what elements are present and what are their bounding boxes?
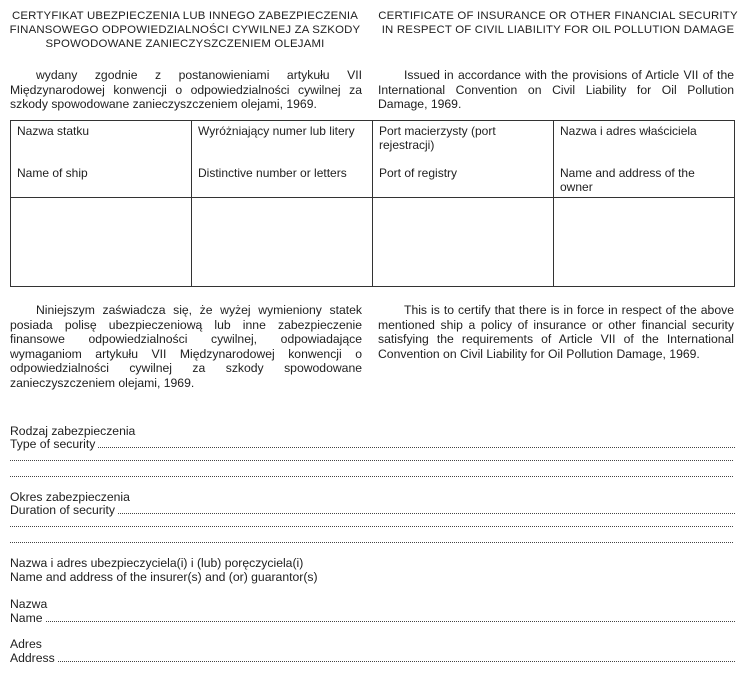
- dotted-fill-line[interactable]: [10, 466, 733, 477]
- dotted-fill-line: [118, 503, 735, 514]
- column-label-polish: Nazwa statku: [17, 124, 90, 138]
- dotted-fill-line[interactable]: [10, 516, 733, 527]
- certification-statement-polish: Niniejszym zaświadcza się, że wyżej wymieniony statek posiada polisę ubezpieczeniową lub inne zabezpieczenie finansowe odpowiedzialności cywilnej, odpowiadające wymaganiom artykułu VII Międzynarodowej konwencji o odpowiedzialności cywilnej za szkody spowodowane zanieczyszczeniem olejami, 1969.: [10, 303, 362, 390]
- column-header-distinctive-number: [192, 121, 373, 198]
- column-label-polish: Nazwa i adres właściciela: [560, 124, 697, 138]
- column-label-english: Distinctive number or letters: [198, 166, 347, 180]
- security-type-field[interactable]: [10, 437, 735, 451]
- column-label-english: Name of ship: [17, 166, 88, 180]
- issued-statement-english: Issued in accordance with the provisions of Article VII of the International Convention on Civil Liability for Oil Pollution Damage, 1969.: [378, 68, 734, 112]
- insurer-address-label-english: Address: [10, 651, 55, 665]
- owner-entry-cell[interactable]: [554, 198, 735, 287]
- dotted-fill-line[interactable]: [10, 450, 733, 461]
- ship-table-header-row: [11, 121, 735, 198]
- port-of-registry-entry-cell[interactable]: [373, 198, 554, 287]
- dotted-fill-line: [58, 651, 735, 662]
- column-header-ship-name: [11, 121, 192, 198]
- duration-label-english: Duration of security: [10, 503, 115, 517]
- insurer-address-field[interactable]: [10, 651, 735, 665]
- insurer-heading-polish: Nazwa i adres ubezpieczyciela(i) i (lub) poręczyciela(i): [10, 556, 304, 570]
- insurer-name-field[interactable]: [10, 611, 735, 625]
- issued-statement-polish: wydany zgodnie z postanowieniami artykułu VII Międzynarodowej konwencji o odpowiedzialności cywilnej za szkody spowodowane zanieczyszczeniem olejami, 1969.: [10, 68, 362, 112]
- ship-details-table: [10, 120, 735, 287]
- certification-statement-english: This is to certify that there is in force in respect of the above mentioned ship a policy of insurance or other financial security satisfying the requirements of Article VII of the International Convention on Civil Liability for Oil Pollution Damage, 1969.: [378, 303, 734, 361]
- column-header-owner: [554, 121, 735, 198]
- insurer-heading-english: Name and address of the insurer(s) and (or) guarantor(s): [10, 570, 318, 584]
- column-label-polish: Port macierzysty (port rejestracji): [379, 124, 496, 152]
- distinctive-number-entry-cell[interactable]: [192, 198, 373, 287]
- duration-label-polish: Okres zabezpieczenia: [10, 490, 130, 504]
- column-label-polish: Wyróżniający numer lub litery: [198, 124, 355, 138]
- insurer-name-label-english: Name: [10, 611, 43, 625]
- certificate-title-polish: CERTYFIKAT UBEZPIECZENIA LUB INNEGO ZABEZPIECZENIA FINANSOWEGO ODPOWIEDZIALNOŚCI CYWILNEJ ZA SZKODY SPOWODOWANE ZANIECZYSZCZENIEM OLEJAMI: [9, 10, 361, 51]
- column-label-english: Port of registry: [379, 166, 458, 180]
- insurer-name-label-polish: Nazwa: [10, 597, 48, 611]
- dotted-fill-line: [46, 611, 735, 622]
- ship-name-entry-cell[interactable]: [11, 198, 192, 287]
- security-type-label-polish: Rodzaj zabezpieczenia: [10, 424, 136, 438]
- dotted-fill-line[interactable]: [10, 532, 733, 543]
- certificate-title-english: CERTIFICATE OF INSURANCE OR OTHER FINANCIAL SECURITY IN RESPECT OF CIVIL LIABILITY FOR OIL POLLUTION DAMAGE: [378, 10, 738, 37]
- column-header-port-of-registry: [373, 121, 554, 198]
- duration-field[interactable]: [10, 503, 735, 517]
- security-type-label-english: Type of security: [10, 437, 96, 451]
- dotted-fill-line: [98, 437, 735, 448]
- ship-table-entry-row: [11, 198, 735, 287]
- insurer-address-label-polish: Adres: [10, 637, 42, 651]
- column-label-english: Name and address of the owner: [560, 166, 695, 194]
